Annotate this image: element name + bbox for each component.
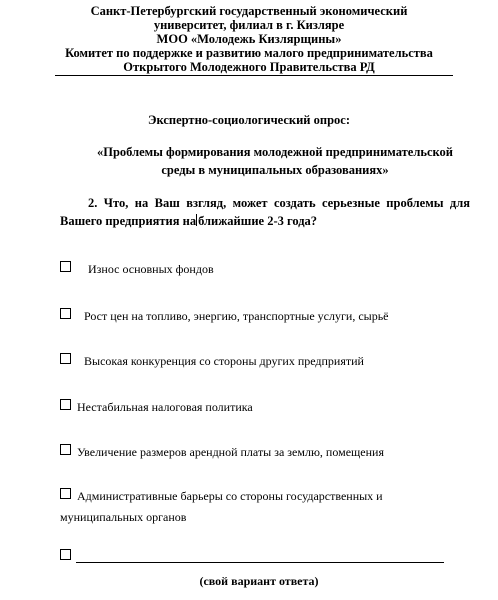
own-answer-caption: (свой вариант ответа)	[199, 574, 319, 588]
option-6-label-line2: муниципальных органов	[60, 510, 187, 524]
question-text	[60, 196, 470, 229]
checkbox-option-3[interactable]	[60, 353, 71, 364]
option-5-label: Увеличение размеров арендной платы за землю, помещения	[77, 445, 384, 459]
question-line1: 2. Что, на Ваш взгляд, может создать серьезные проблемы для	[88, 196, 470, 210]
checkbox-option-2[interactable]	[60, 308, 71, 319]
header-divider	[55, 75, 453, 76]
option-1-label: Износ основных фондов	[88, 262, 214, 276]
checkbox-option-5[interactable]	[60, 444, 71, 455]
header-organization: МОО «Молодежь Кизлярщины»	[156, 32, 342, 46]
header-university-line1: Санкт-Петербургский государственный экономический	[90, 4, 408, 18]
header-committee: Комитет по поддержке и развитию малого предпринимательства	[65, 46, 433, 60]
option-6-label-line1: Административные барьеры со стороны государственных и	[77, 489, 383, 503]
option-2-label: Рост цен на топливо, энергию, транспортные услуги, сырьё	[84, 309, 389, 323]
question-line2-end: ближайшие 2-3 года?	[198, 214, 318, 228]
question-line2	[60, 214, 470, 229]
text-cursor	[196, 214, 197, 226]
checkbox-option-4[interactable]	[60, 399, 71, 410]
option-4-label: Нестабильная налоговая политика	[77, 400, 253, 414]
option-3-label: Высокая конкуренция со стороны других предприятий	[84, 354, 364, 368]
checkbox-own-answer[interactable]	[60, 549, 71, 560]
header-government: Открытого Молодежного Правительства РД	[123, 60, 375, 74]
question-line2-start: Вашего предприятия на	[60, 214, 197, 228]
survey-title-line2: среды в муниципальных образованиях»	[161, 163, 389, 177]
header-university-line2: университет, филиал в г. Кизляре	[153, 18, 345, 32]
checkbox-option-6[interactable]	[60, 488, 71, 499]
survey-title-line1: «Проблемы формирования молодежной предпринимательской	[96, 145, 453, 159]
own-answer-input-line[interactable]	[76, 562, 444, 563]
checkbox-option-1[interactable]	[60, 261, 71, 272]
survey-type-label: Экспертно-социологический опрос:	[147, 113, 351, 127]
